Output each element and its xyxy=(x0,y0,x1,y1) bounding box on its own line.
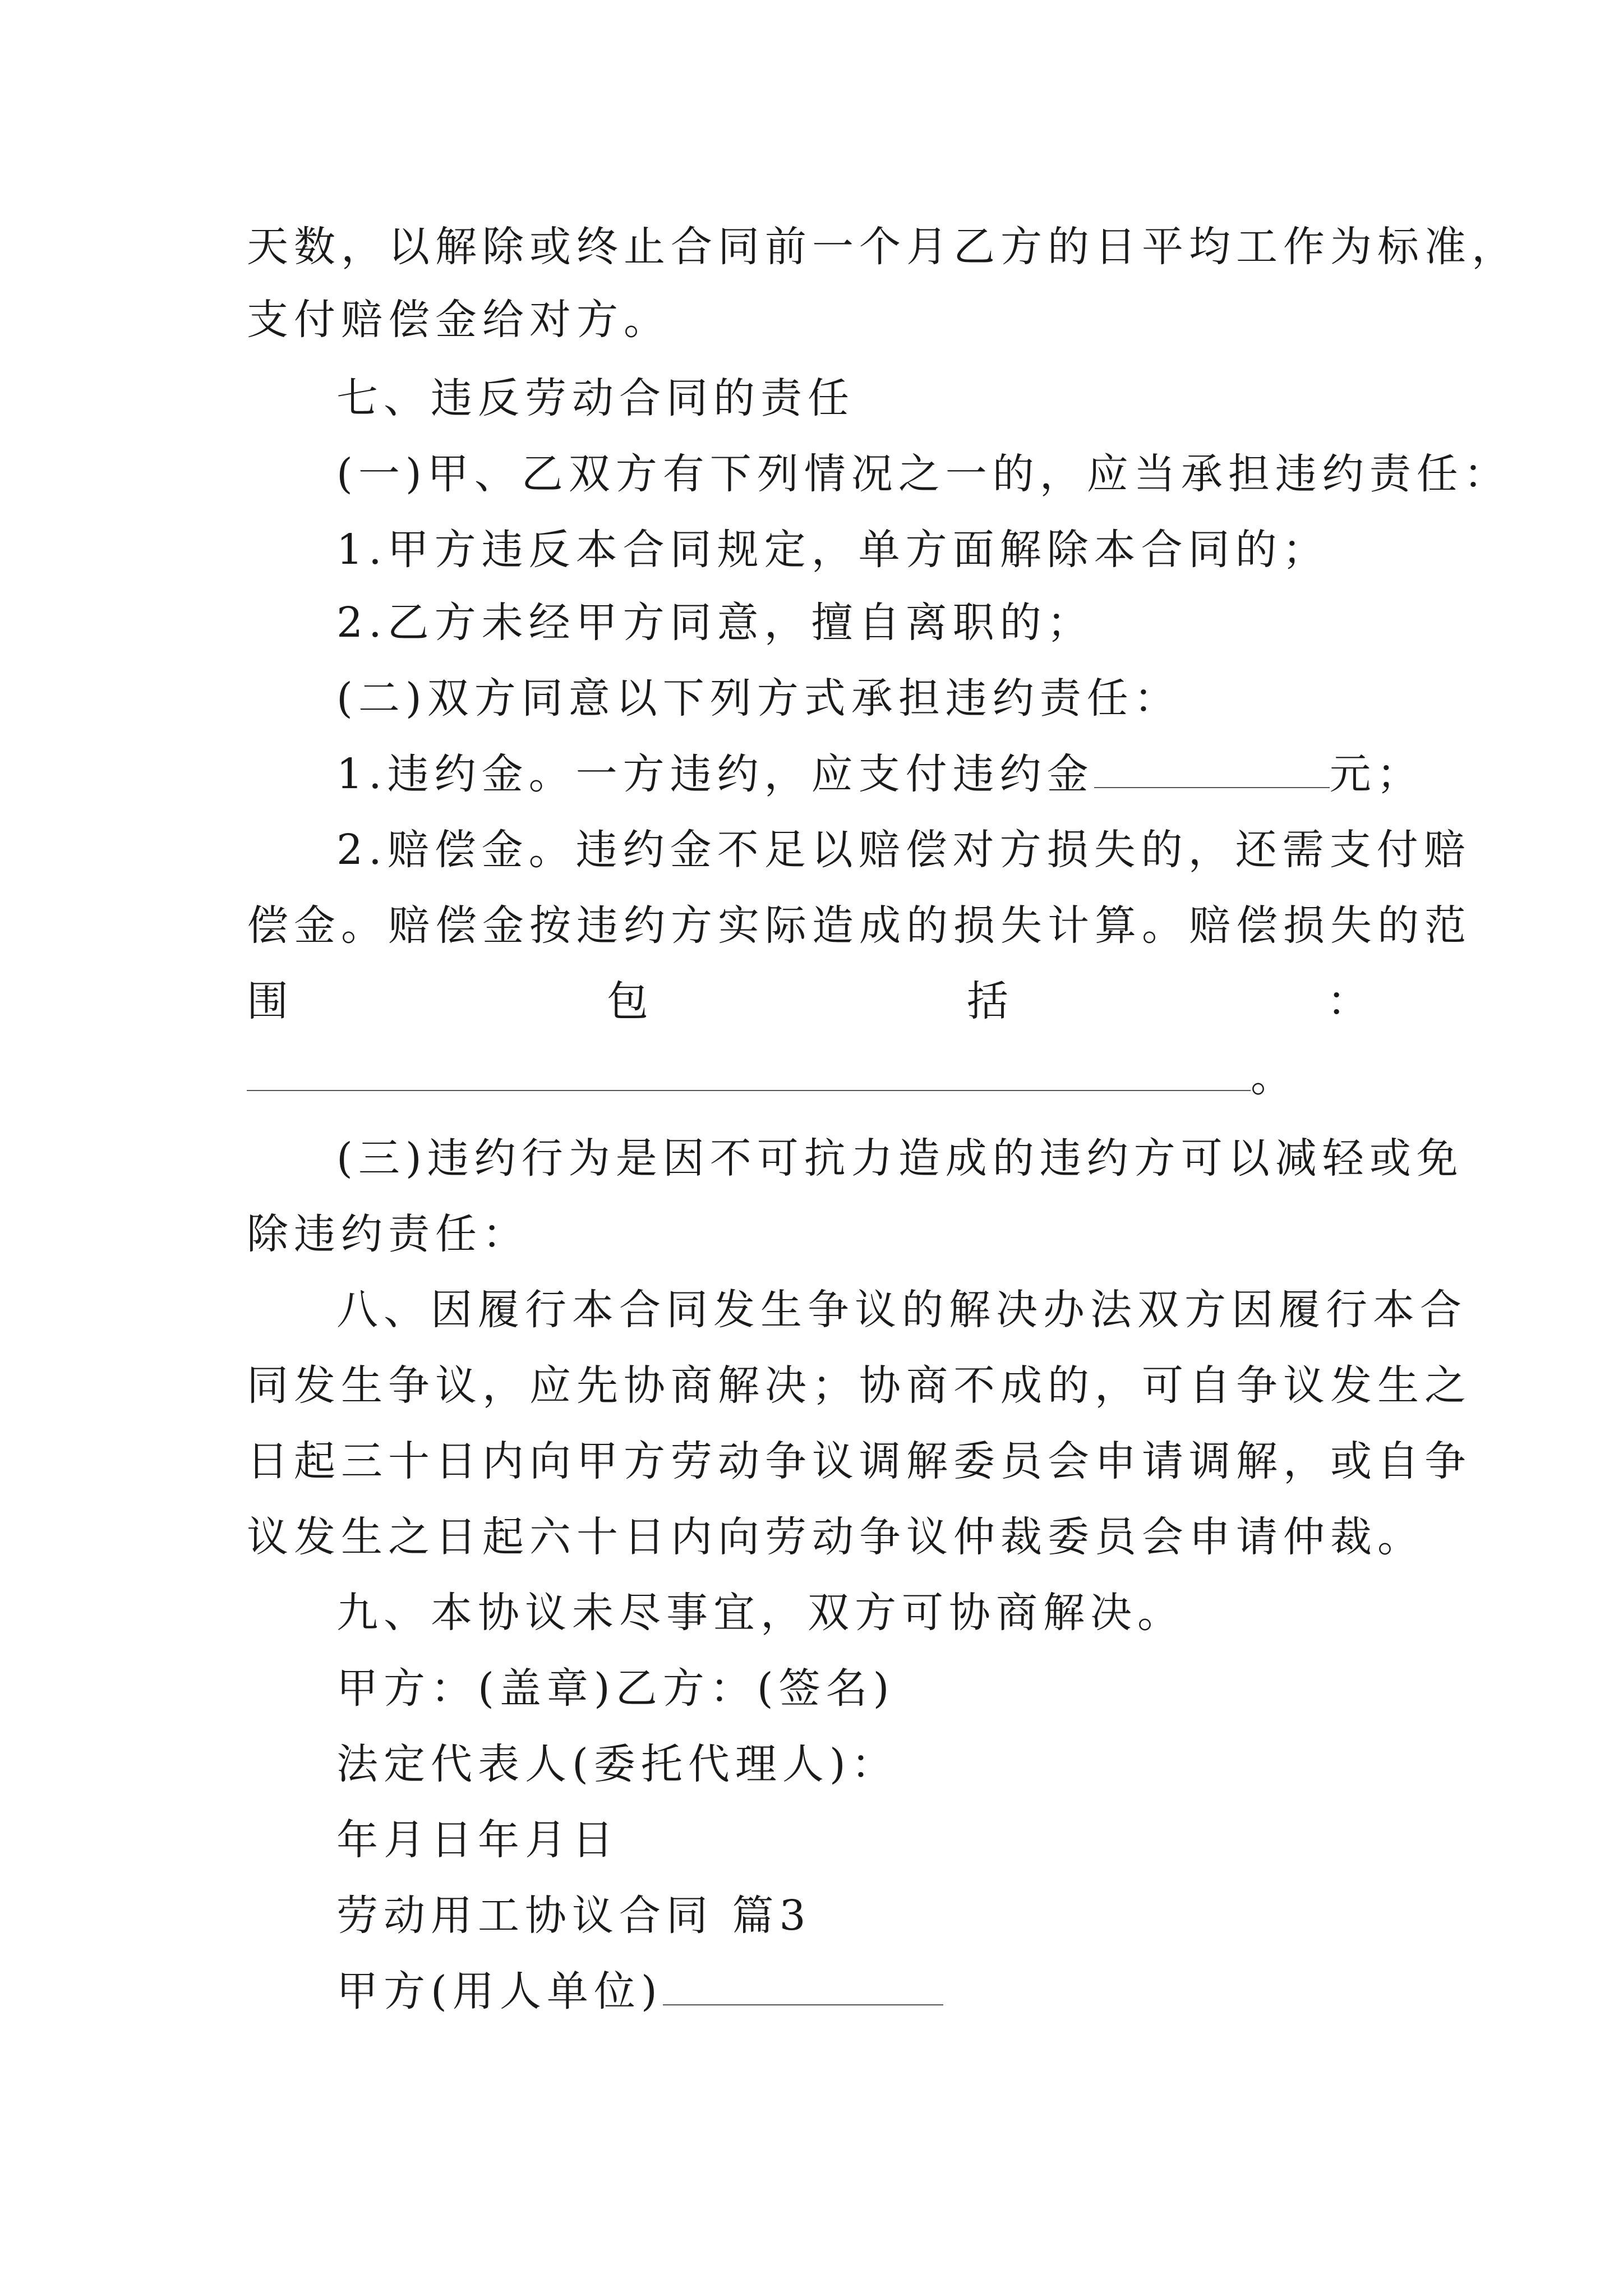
section-title: 劳动用工协议合同 篇3 xyxy=(336,1892,811,1940)
list-item xyxy=(336,746,1424,802)
section-heading: 七、违反劳动合同的责任 xyxy=(336,374,855,422)
party-line xyxy=(336,1963,943,2019)
justified-char: 包 xyxy=(607,977,654,1025)
paragraph-line: 除违约责任： xyxy=(247,1210,529,1258)
justified-char: 括 xyxy=(967,977,1014,1025)
party-label: 甲方(用人单位) xyxy=(336,1967,663,2016)
paragraph-line: 同发生争议，应先协商解决；协商不成的，可自争议发生之 xyxy=(247,1361,1472,1410)
signature-line: 法定代表人(委托代理人)： xyxy=(336,1740,898,1788)
list-item-text: 元； xyxy=(1329,750,1424,798)
paragraph-line: 天数，以解除或终止合同前一个月乙方的日平均工作为标准， xyxy=(247,223,1519,271)
paragraph-line: 日起三十日内向甲方劳动争议调解委员会申请调解，或自争 xyxy=(247,1437,1472,1485)
date-line: 年月日年月日 xyxy=(336,1816,619,1864)
justified-char: ： xyxy=(1327,977,1374,1025)
paragraph-line: (三)违约行为是因不可抗力造成的违约方可以减轻或免 xyxy=(336,1134,1464,1182)
list-item: 2.乙方未经甲方同意，擅自离职的； xyxy=(336,599,1094,647)
section-heading: 八、因履行本合同发生争议的解决办法双方因履行本合 xyxy=(336,1286,1467,1334)
list-item: 2.赔偿金。违约金不足以赔偿对方损失的，还需支付赔 xyxy=(336,826,1471,874)
justified-char: 围 xyxy=(247,977,294,1025)
signature-line: 甲方：(盖章)乙方：(签名) xyxy=(336,1664,895,1713)
fill-in-blank[interactable] xyxy=(1094,748,1330,788)
justified-line xyxy=(247,973,1374,1029)
blank-line xyxy=(247,1049,1298,1105)
paragraph-line: (二)双方同意以下列方式承担违约责任： xyxy=(336,674,1181,723)
paragraph-line: 议发生之日起六十日内向劳动争议仲裁委员会申请仲裁。 xyxy=(247,1513,1424,1561)
list-item: 1.甲方违反本合同规定，单方面解除本合同的； xyxy=(336,526,1330,574)
list-item-text: 1.违约金。一方违约，应支付违约金 xyxy=(336,750,1094,798)
fill-in-blank[interactable] xyxy=(247,1051,1251,1091)
paragraph-line: 支付赔偿金给对方。 xyxy=(247,296,671,344)
paragraph-line: (一)甲、乙双方有下列情况之一的，应当承担违约责任： xyxy=(336,450,1511,498)
paragraph-line: 偿金。赔偿金按违约方实际造成的损失计算。赔偿损失的范 xyxy=(247,901,1472,950)
line-end-mark: 。 xyxy=(1251,1053,1298,1101)
fill-in-blank[interactable] xyxy=(663,1965,943,2005)
section-heading: 九、本协议未尽事宜，双方可协商解决。 xyxy=(336,1589,1184,1637)
